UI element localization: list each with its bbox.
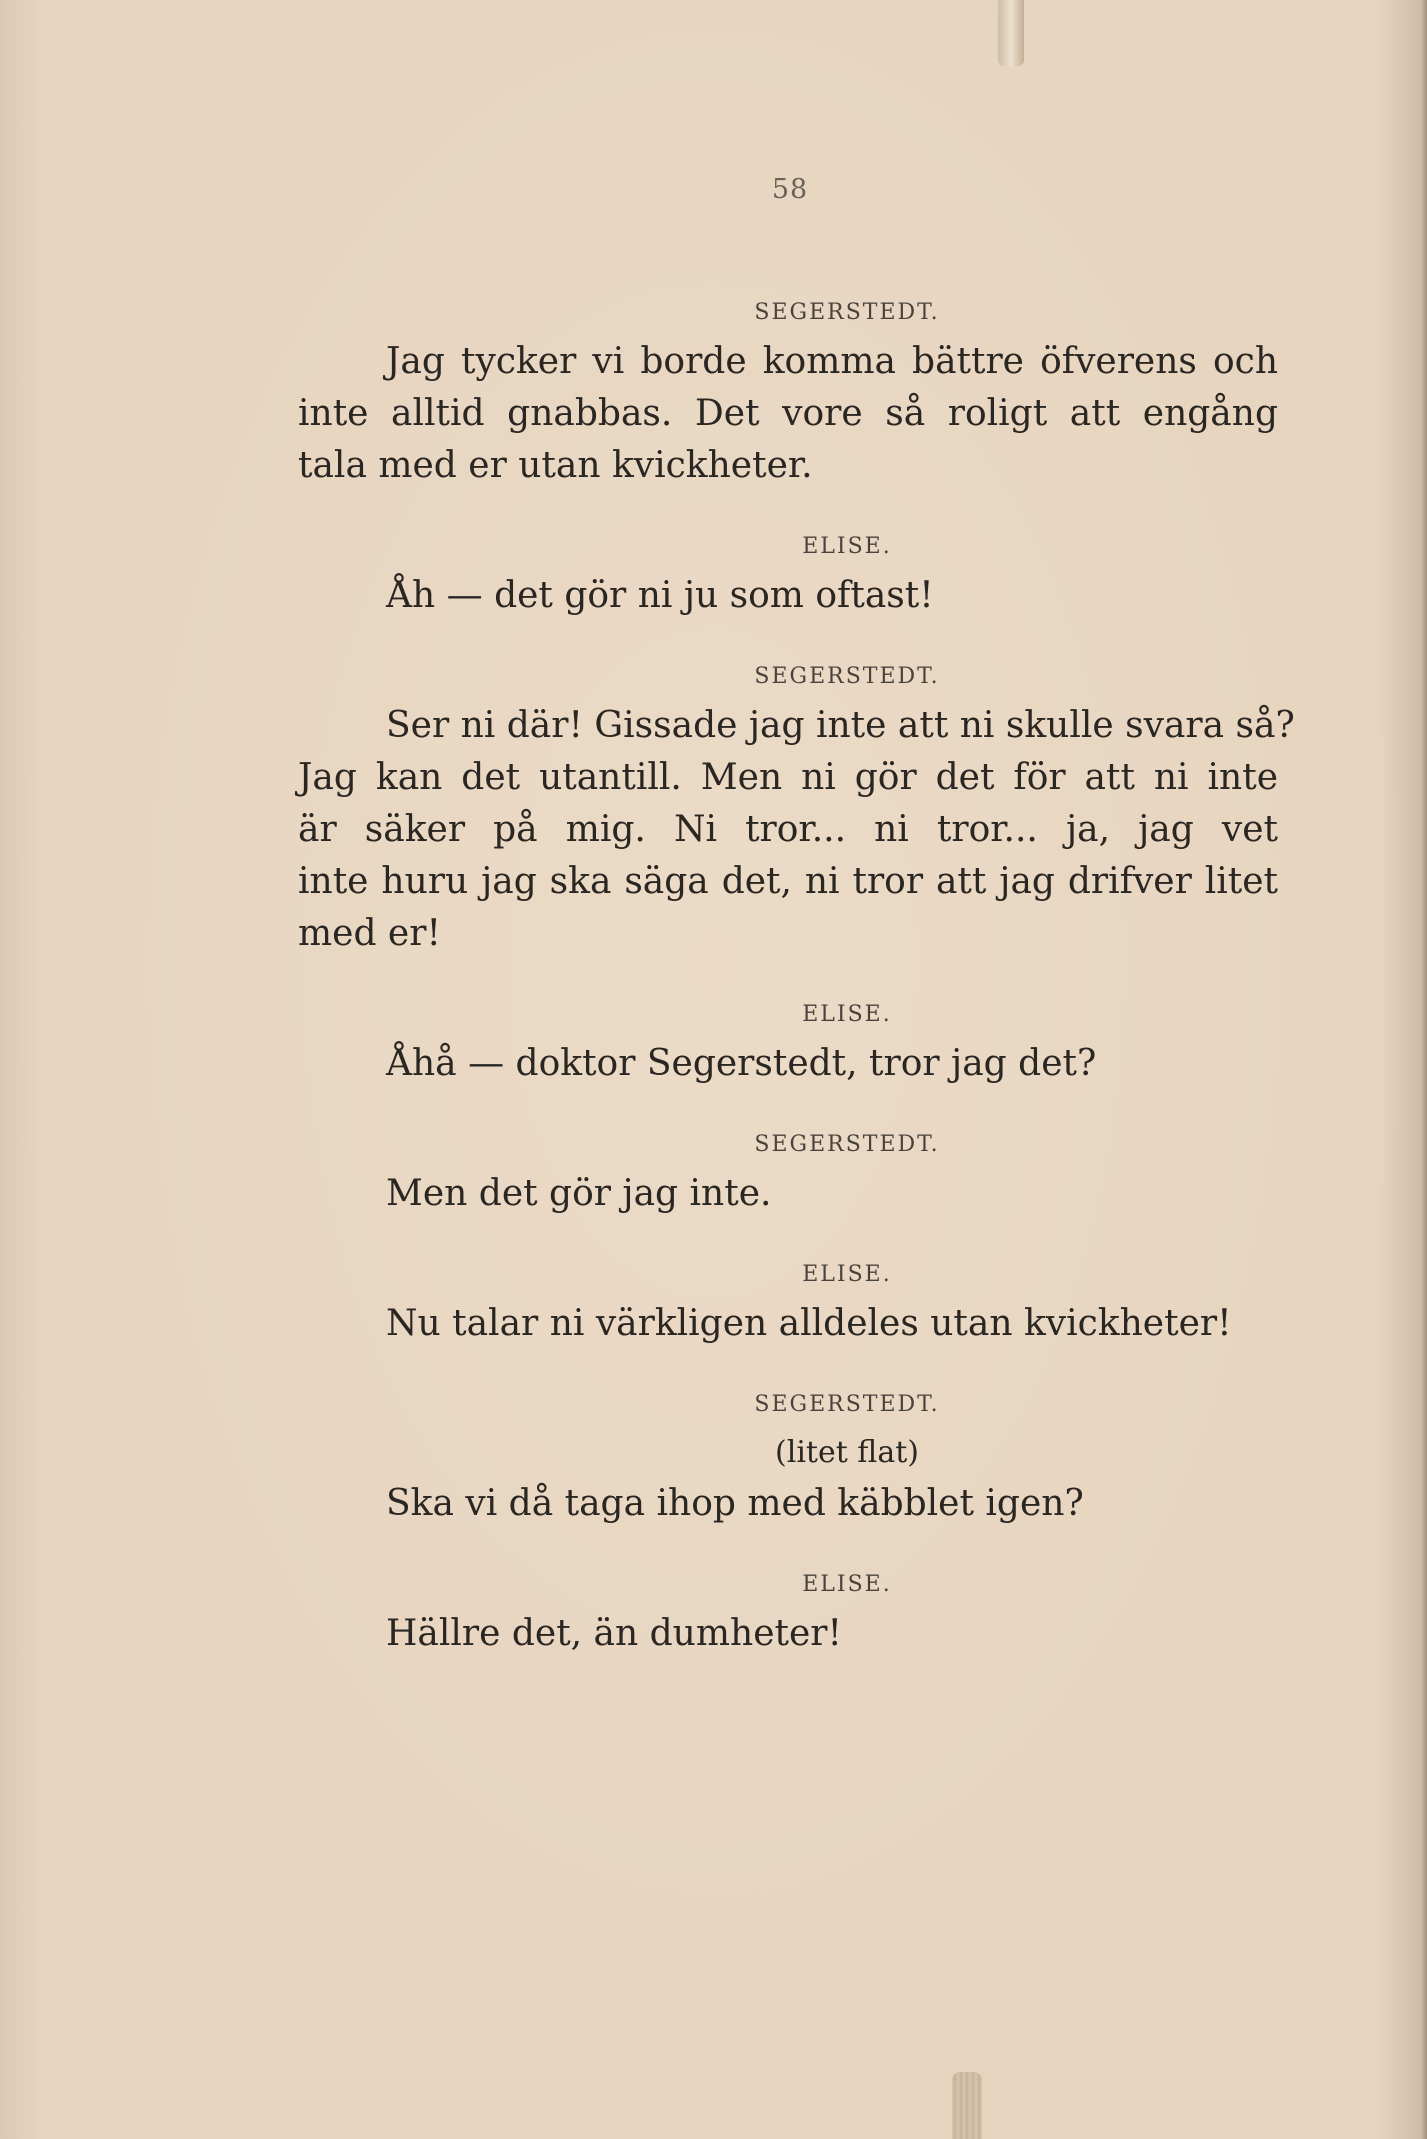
speaker-label: SEGERSTEDT.	[754, 664, 940, 689]
speaker-label: ELISE.	[802, 1572, 892, 1597]
speaker-label: ELISE.	[802, 1262, 892, 1287]
page-tab-bottom	[952, 2072, 982, 2139]
text-line: Åhå — doktor Segerstedt, tror jag det?	[386, 1043, 1097, 1084]
text-line: Jag kan det utantill. Men ni gör det för att ni inte	[298, 757, 1278, 798]
text-line: Nu talar ni värkligen alldeles utan kvickheter!	[386, 1303, 1232, 1344]
speaker-label: ELISE.	[802, 534, 892, 559]
page-tab-top	[998, 0, 1024, 66]
text-line: Hällre det, än dumheter!	[386, 1613, 842, 1654]
text-line: med er!	[298, 913, 441, 954]
speaker-label: SEGERSTEDT.	[754, 1392, 940, 1417]
text-line: Åh — det gör ni ju som oftast!	[386, 575, 934, 616]
text-line: Jag tycker vi borde komma bättre öfverens och	[386, 341, 1278, 382]
text-line: Ser ni där! Gissade jag inte att ni skulle svara så?	[386, 705, 1295, 746]
text-line: inte huru jag ska säga det, ni tror att jag drifver litet	[298, 861, 1278, 902]
text-line: tala med er utan kvickheter.	[298, 445, 813, 486]
dialogue-text	[298, 290, 1295, 1660]
text-line: inte alltid gnabbas. Det vore så roligt att engång	[298, 393, 1278, 434]
page-edge	[1421, 0, 1427, 2139]
speaker-label: SEGERSTEDT.	[754, 300, 940, 325]
page-number: 58	[771, 174, 809, 205]
text-line: Ska vi då taga ihop med käbblet igen?	[386, 1483, 1084, 1524]
speaker-label: ELISE.	[802, 1002, 892, 1027]
stage-direction: (litet flat)	[775, 1435, 919, 1470]
speaker-label: SEGERSTEDT.	[754, 1132, 940, 1157]
text-line: Men det gör jag inte.	[386, 1173, 772, 1214]
text-line: är säker på mig. Ni tror... ni tror... ja, jag vet	[298, 809, 1278, 850]
